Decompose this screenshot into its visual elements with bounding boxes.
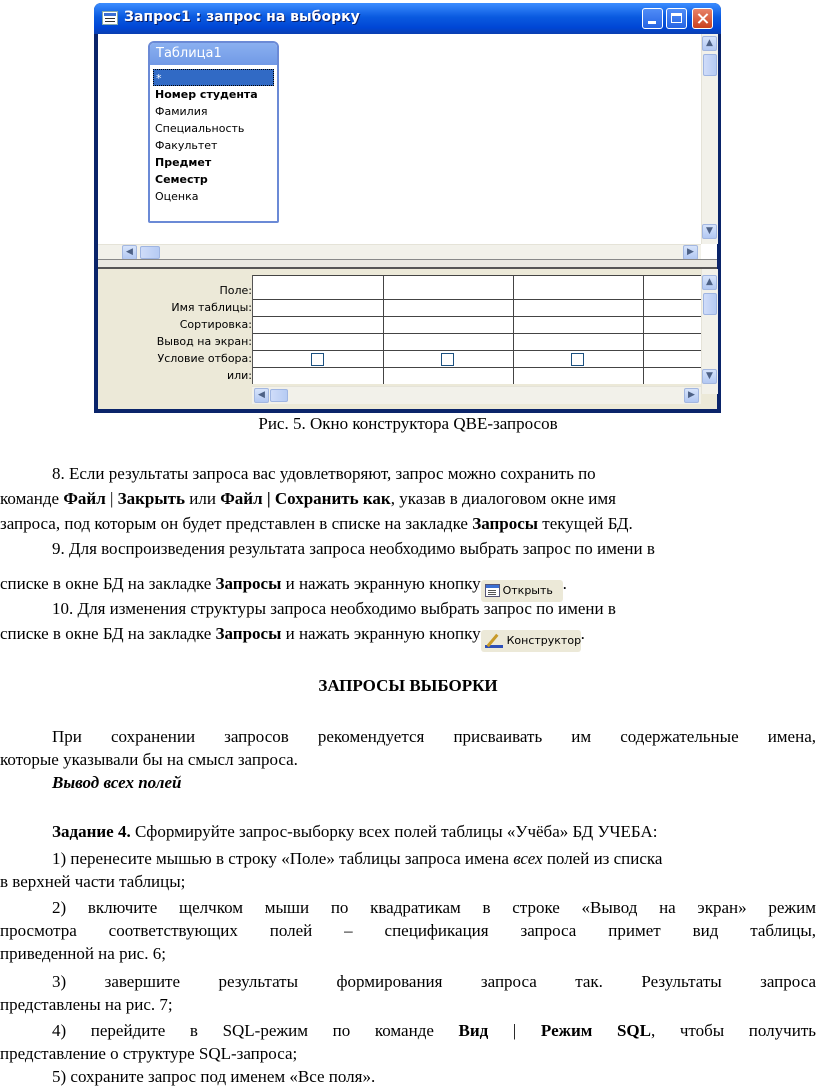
design-grid[interactable] [252,275,703,384]
table-pane [98,34,717,259]
field-list-window[interactable] [148,41,279,223]
grid-row-label: или: [226,369,252,382]
show-checkbox[interactable] [441,353,454,366]
field-list-item[interactable]: Факультет [155,139,218,152]
pane-splitter[interactable] [98,259,717,269]
scroll-right-icon[interactable]: ▶ [684,388,699,403]
open-button[interactable]: Открыть [481,580,563,602]
scroll-left-icon[interactable]: ◀ [122,245,137,260]
scroll-thumb[interactable] [703,54,717,76]
field-list-item[interactable]: * [153,69,274,86]
step2-line2: просмотра соответствующих полей – спецификация запроса примет вид таблицы, [0,921,816,940]
p8-line3: запроса, под которым он будет представлен в списке на закладке Запросы текущей БД. [0,514,633,533]
grid-row-label: Условие отбора: [157,352,252,365]
field-list-title[interactable]: Таблица1 [150,43,277,65]
grid-row-label: Имя таблицы: [171,301,252,314]
scroll-up-icon[interactable]: ▲ [702,275,717,290]
step4-line2: представление о структуре SQL-запроса; [0,1044,298,1063]
p10-line1: 10. Для изменения структуры запроса необходимо выбрать запрос по имени в [52,599,616,618]
grid-row-label: Поле: [219,284,252,297]
show-checkbox[interactable] [571,353,584,366]
scroll-right-icon[interactable]: ▶ [683,245,698,260]
step5-line: 5) сохраните запрос под именем «Все поля». [52,1067,376,1086]
scroll-down-icon[interactable]: ▼ [702,369,717,384]
scroll-left-icon[interactable]: ◀ [254,388,269,403]
p8-line2: команде Файл | Закрыть или Файл | Сохранить как, указав в диалоговом окне имя [0,489,616,508]
step3-line1: 3) завершите результаты формирования запроса так. Результаты запроса [52,972,816,991]
title-bar[interactable] [94,3,721,34]
intro-line1: При сохранении запросов рекомендуется присваивать им содержательные имена, [52,727,816,746]
design-button[interactable]: Конструктор [481,630,581,652]
scroll-thumb[interactable] [703,293,717,315]
task-line: Задание 4. Сформируйте запрос-выборку всех полей таблицы «Учёба» БД УЧЕБА: [52,822,658,841]
scroll-down-icon[interactable]: ▼ [702,224,717,239]
lower-vertical-scrollbar[interactable] [701,269,718,394]
step2-line1: 2) включите щелчком мыши по квадратикам в строке «Вывод на экран» режим [52,898,816,917]
scroll-up-icon[interactable]: ▲ [702,36,717,51]
grid-row-label: Вывод на экран: [156,335,252,348]
upper-horizontal-scrollbar[interactable] [98,244,701,260]
field-list-item[interactable]: Номер студента [155,88,258,101]
p8-line1: 8. Если результаты запроса вас удовлетворяют, запрос можно сохранить по [52,464,596,483]
window-title: Запрос1 : запрос на выборку [124,9,360,25]
scroll-thumb[interactable] [270,389,288,402]
close-button[interactable] [692,8,713,29]
lower-horizontal-scrollbar[interactable] [252,386,701,404]
field-list-item[interactable]: Оценка [155,190,199,203]
scroll-thumb[interactable] [140,246,160,259]
window-client-area [98,34,717,409]
p9-line2: списке в окне БД на закладке Запросы и нажать экранную кнопку Открыть . [0,574,567,602]
show-checkbox[interactable] [311,353,324,366]
minimize-button[interactable] [642,8,663,29]
query-window [94,3,721,413]
step4-line1: 4) перейдите в SQL-режим по команде Вид | Режим SQL, чтобы получить [52,1021,816,1040]
p9-line1: 9. Для воспроизведения результата запроса необходимо выбрать запрос по имени в [52,539,655,558]
field-list-item[interactable]: Специальность [155,122,245,135]
design-icon [485,633,505,649]
field-list-item[interactable]: Семестр [155,173,208,186]
subheading: Вывод всех полей [52,773,182,792]
step1-line1: 1) перенесите мышью в строку «Поле» таблицы запроса имена всех полей из списка [52,849,663,868]
step3-line2: представлены на рис. 7; [0,995,173,1014]
step1-line2: в верхней части таблицы; [0,872,186,891]
design-grid-pane [98,269,717,409]
query-window-icon [102,11,118,25]
field-list-item[interactable]: Предмет [155,156,212,169]
maximize-button[interactable] [666,8,687,29]
grid-row-label: Сортировка: [179,318,252,331]
step2-line3: приведенной на рис. 6; [0,944,166,963]
field-list-item[interactable]: Фамилия [155,105,208,118]
open-icon [485,584,500,597]
intro-line2: которые указывали бы на смысл запроса. [0,750,298,769]
p10-line2: списке в окне БД на закладке Запросы и нажать экранную кнопку Конструктор. [0,624,585,652]
section-heading: ЗАПРОСЫ ВЫБОРКИ [318,676,498,695]
upper-vertical-scrollbar[interactable] [701,34,718,244]
figure-caption: Рис. 5. Окно конструктора QBE-запросов [258,414,558,433]
